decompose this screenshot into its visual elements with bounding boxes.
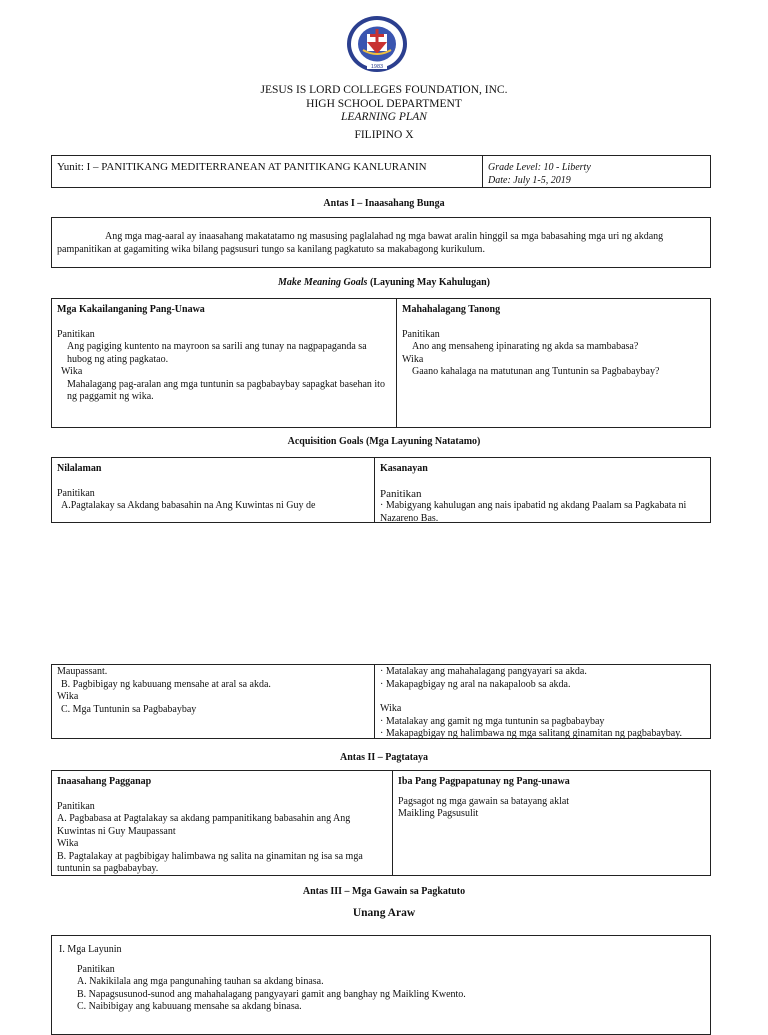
- antas1-title: Antas I – Inaasahang Bunga: [323, 198, 445, 209]
- antas3-content: I. Mga Layunin Panitikan A. Nakikilala ang mga pangunahing tauhan sa akdang binasa. B. Napagsusunod-sunod ang mahahalagang pangyayari gamit ang banghay ng Maikling Kwento. C. Naibibigay ang kabuuang mensahe sa akdang binasa.: [59, 944, 466, 1012]
- make-meaning-right: Mahahalagang Tanong Panitikan Ano ang mensaheng ipinarating ng akda sa mambabasa? Wika Gaano kahalaga na matutunan ang Tuntunin sa Pagbabaybay?: [402, 304, 707, 379]
- school-name: JESUS IS LORD COLLEGES FOUNDATION, INC.: [260, 84, 508, 96]
- logo-year: 1983: [370, 64, 384, 70]
- lesson-date: Date: July 1-5, 2019: [488, 175, 571, 186]
- acquisition-right: Kasanayan Panitikan · Mabigyang kahulugan ang nais ipabatid ng akdang Paalam sa Pagkabata ni Nazareno Bas.: [380, 463, 687, 524]
- right-head: Mahahalagang Tanong: [402, 304, 501, 315]
- day-title: Unang Araw: [352, 907, 416, 919]
- left-head: Mga Kakailanganing Pang-Unawa: [57, 304, 205, 315]
- acquisition-title: Acquisition Goals (Mga Layuning Natatamo): [287, 436, 481, 447]
- school-logo-seal: [345, 14, 409, 74]
- acquisition-continued-left: Maupassant. B. Pagbibigay ng kabuuang mensahe at aral sa akda. Wika C. Mga Tuntunin sa Pagbabaybay: [57, 666, 271, 715]
- make-meaning-left: Mga Kakailanganing Pang-Unawa Panitikan Ang pagiging kuntento na mayroon sa sarili ang tunay na nagpapaganda sa hubog ng ating pagkatao. Wika Mahalagang pag-aralan ang mga tuntunin sa pagbabaybay sapagkat basehan ito ng paggamit ng wika.: [57, 304, 390, 404]
- antas2-left: Inaasahang Pagganap Panitikan A. Pagbabasa at Pagtalakay sa akdang pampanitikang babasahin ang Ang Kuwintas ni Guy Maupassant Wika B. Pagtalakay at pagbibigay halimbawa ng salita na ginamitan ng isa sa mga tuntunin sa pagbabaybay.: [57, 776, 363, 874]
- document-type: LEARNING PLAN: [341, 111, 427, 123]
- acquisition-left: Nilalaman Panitikan A.Pagtalakay sa Akdang babasahin na Ang Kuwintas ni Guy de: [57, 463, 316, 511]
- antas1-text: Ang mga mag-aaral ay inaasahang makatatamo ng masusing paglalahad ng mga bawat aralin hinggil sa mga babasahing mga uri ng akdang pampanitikan at gagamiting wika bilang pagsusuri tungo sa kanilang pagkatuto sa makabagong kurikulum.: [57, 231, 664, 255]
- antas3-title: Antas III – Mga Gawain sa Pagkatuto: [302, 886, 466, 897]
- make-meaning-title: Make Meaning Goals (Layuning May Kahulugan): [278, 277, 490, 288]
- acquisition-continued-right: · Matalakay ang mahahalagang pangyayari sa akda. · Makapagbigay ng aral na nakapaloob sa akda. Wika · Matalakay ang gamit ng mga tuntunin sa pagbabaybay · Makapagbigay ng halimbawa ng mga salitang ginamitan ng pagbabaybay.: [380, 666, 683, 739]
- unit-title: Yunit: I – PANITIKANG MEDITERRANEAN AT PANITIKANG KANLURANIN: [57, 161, 427, 173]
- subject-title: FILIPINO X: [354, 129, 414, 141]
- grade-level: Grade Level: 10 - Liberty: [488, 162, 591, 173]
- antas2-right: Iba Pang Pagpapatunay ng Pang-unawa Pagsagot ng mga gawain sa batayang aklat Maikling Pagsusulit: [398, 776, 570, 819]
- antas2-title: Antas II – Pagtataya: [339, 752, 429, 763]
- department-name: HIGH SCHOOL DEPARTMENT: [306, 98, 462, 110]
